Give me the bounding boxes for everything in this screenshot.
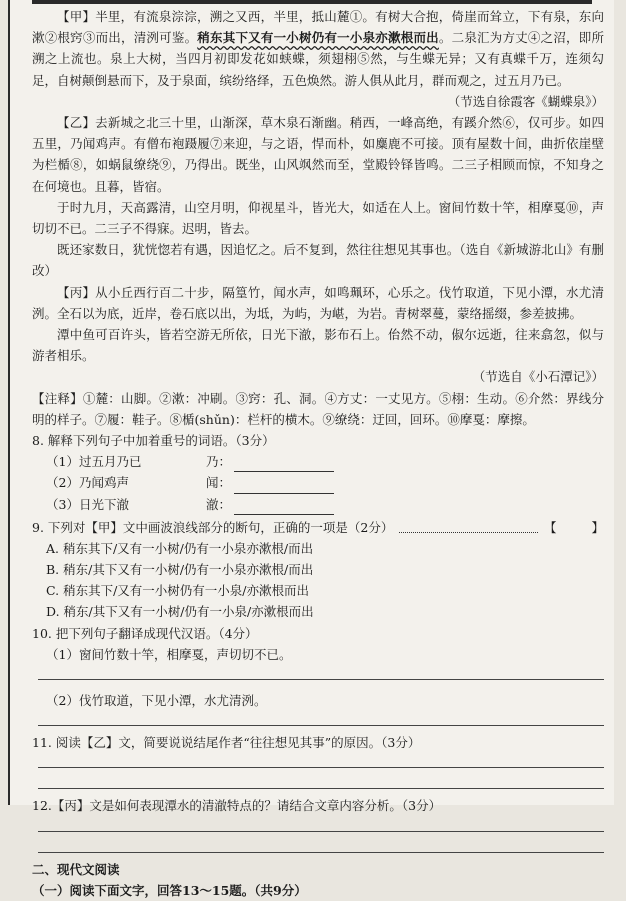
passage-bing-p2: 潭中鱼可百许头，皆若空游无所依，日光下澈，影布石上。佁然不动，俶尔远逝，往来翕忽，似与游者相乐。 xyxy=(32,327,604,364)
q8-sentence-1: （1）过五月乃已 xyxy=(46,454,142,470)
passage-jia-text2: 。二泉汇为方丈④之沼，即所溯之上流也。泉上大树，当四月初即发花如蛱蝶，须翅栩⑤然，与生蝶无异；又有真蝶千万，连须勾足，自树颠倒悬而下，及于泉面，缤纷络绎，五色焕然。游人俱从此月，群而观之，过五月乃已。 xyxy=(32,30,604,88)
q8-item-2 xyxy=(32,472,604,493)
passage-yi-source: （选自《新城游北山》有删改） xyxy=(32,242,604,279)
q9-stem-row xyxy=(32,515,604,538)
q9-option-a: A. 稍东其下/又有一小树/仍有一小泉亦漱根/而出 xyxy=(46,540,314,556)
passage-yi-p2: 于时九月，天高露清，山空月明，仰视星斗，皆光大，如适在人上。窗间竹数十竿，相摩戛⑩，声切切不已。二三子不得寐。迟明，皆去。 xyxy=(32,199,604,237)
annotations: 【注释】①麓：山脚。②漱：冲刷。③窍：孔、洞。④方丈：一丈见方。⑤栩：生动。⑥介然：界线分明的样子。⑦履：鞋子。⑧楯(shǔn)：栏杆的横木。⑨缭绕：迂回，回环。⑩摩戛：摩擦。 xyxy=(32,390,604,427)
wavy-underlined-text: 稍东其下又有一小树仍有一小泉亦漱根而出 xyxy=(197,30,439,46)
top-border xyxy=(32,0,592,4)
q9-option-d: D. 稍东/其下又有一小树/仍有一小泉/亦漱根而出 xyxy=(46,604,314,620)
passage-yi-p1: 【乙】去新城之北三十里，山渐深，草木泉石渐幽。稍西，一峰高绝，有蹊介然⑥，仅可步。如四五里，乃闻鸡声。有僧布袍蹑履⑦来迎，与之语，悍而朴，如麋鹿不可接。顶有屋数十间，曲折依崖壁为栏楯⑧，如蜗鼠缭绕⑨，乃得出。既坐，山风飒然而至，堂殿铃铎皆鸣。二三子相顾而惊，不知身之在何境也。且暮，皆宿。 xyxy=(32,115,604,194)
bracket-open: 【 xyxy=(544,519,557,535)
q8-word-3: 澈： xyxy=(206,496,232,512)
q12-stem: 12.【丙】文是如何表现潭水的清澈特点的？请结合文章内容分析。（3分） xyxy=(32,798,442,814)
spacer xyxy=(32,680,604,690)
passage-jia-source: （节选自徐霞客《蝴蝶泉》） xyxy=(447,93,604,109)
spacer xyxy=(32,711,604,725)
q8-sentence-2: （2）乃闻鸡声 xyxy=(46,475,129,491)
spacer xyxy=(32,768,604,788)
passage-jia-text1: 半里，有流泉淙淙，溯之又西，半里，抵山麓①。有树大合抱，倚崖而耸立，下有泉，东向漱②根窍③而出，清洌可鉴。 xyxy=(32,9,604,46)
q8-word-1: 乃： xyxy=(206,454,232,470)
q8-answer-blank-1[interactable] xyxy=(234,457,334,472)
q8-word-2: 闻： xyxy=(206,475,232,491)
dot-leader xyxy=(399,532,538,533)
spacer xyxy=(32,665,604,679)
q9-answer-bracket[interactable] xyxy=(544,517,604,538)
q10-stem: 10. 把下列句子翻译成现代汉语。（4分） xyxy=(32,625,258,641)
q9-option-c: C. 稍东其下/又有一小树仍有一小泉/亦漱根而出 xyxy=(46,583,309,599)
passage-jia xyxy=(32,6,604,91)
q10-item-2: （2）伐竹取道，下见小潭，水尤清洌。 xyxy=(46,693,267,709)
q8-answer-blank-2[interactable] xyxy=(234,479,334,494)
q8-sentence-3: （3）日光下澈 xyxy=(46,496,129,512)
q9-option-b: B. 稍东/其下又有一小树/仍有一小泉亦漱根/而出 xyxy=(46,562,314,578)
passage-jia-label: 【甲】 xyxy=(57,9,96,24)
passage-yi-p3 xyxy=(32,239,604,281)
passage-yi-p3-text: 既还家数日，犹恍惚若有遇，因追忆之。后不复到，然往往想见其事也。 xyxy=(57,242,460,258)
q8-answer-blank-3[interactable] xyxy=(234,500,334,515)
q8-stem: 8. 解释下列句子中加着重号的词语。（3分） xyxy=(32,433,275,449)
q11-stem: 11. 阅读【乙】文，简要说说结尾作者“往往想见其事”的原因。（3分） xyxy=(32,735,421,751)
section2-subtitle: （一）阅读下面文字，回答13～15题。（共9分） xyxy=(32,882,307,898)
bracket-close: 】 xyxy=(591,519,604,535)
exam-page xyxy=(8,0,614,898)
passage-bing-p1: 【丙】从小丘西行百二十步，隔篁竹，闻水声，如鸣珮环，心乐之。伐竹取道，下见小潭，水尤清洌。全石以为底，近岸，卷石底以出，为坻，为屿，为嵁，为岩。青树翠蔓，蒙络摇缀，参差披拂。 xyxy=(32,284,604,321)
spacer xyxy=(32,753,604,767)
q9-stem: 9. 下列对【甲】文中画波浪线部分的断句，正确的一项是（2分） xyxy=(32,519,394,535)
passage-bing-source: （节选自《小石潭记》） xyxy=(472,369,604,385)
exam-content xyxy=(32,6,604,901)
q8-item-3 xyxy=(32,494,604,515)
section2-title: 二、现代文阅读 xyxy=(32,861,120,877)
q8-item-1 xyxy=(32,451,604,472)
spacer xyxy=(32,817,604,831)
spacer xyxy=(32,832,604,852)
q10-item-1: （1）窗间竹数十竿，相摩戛，声切切不已。 xyxy=(46,646,292,662)
